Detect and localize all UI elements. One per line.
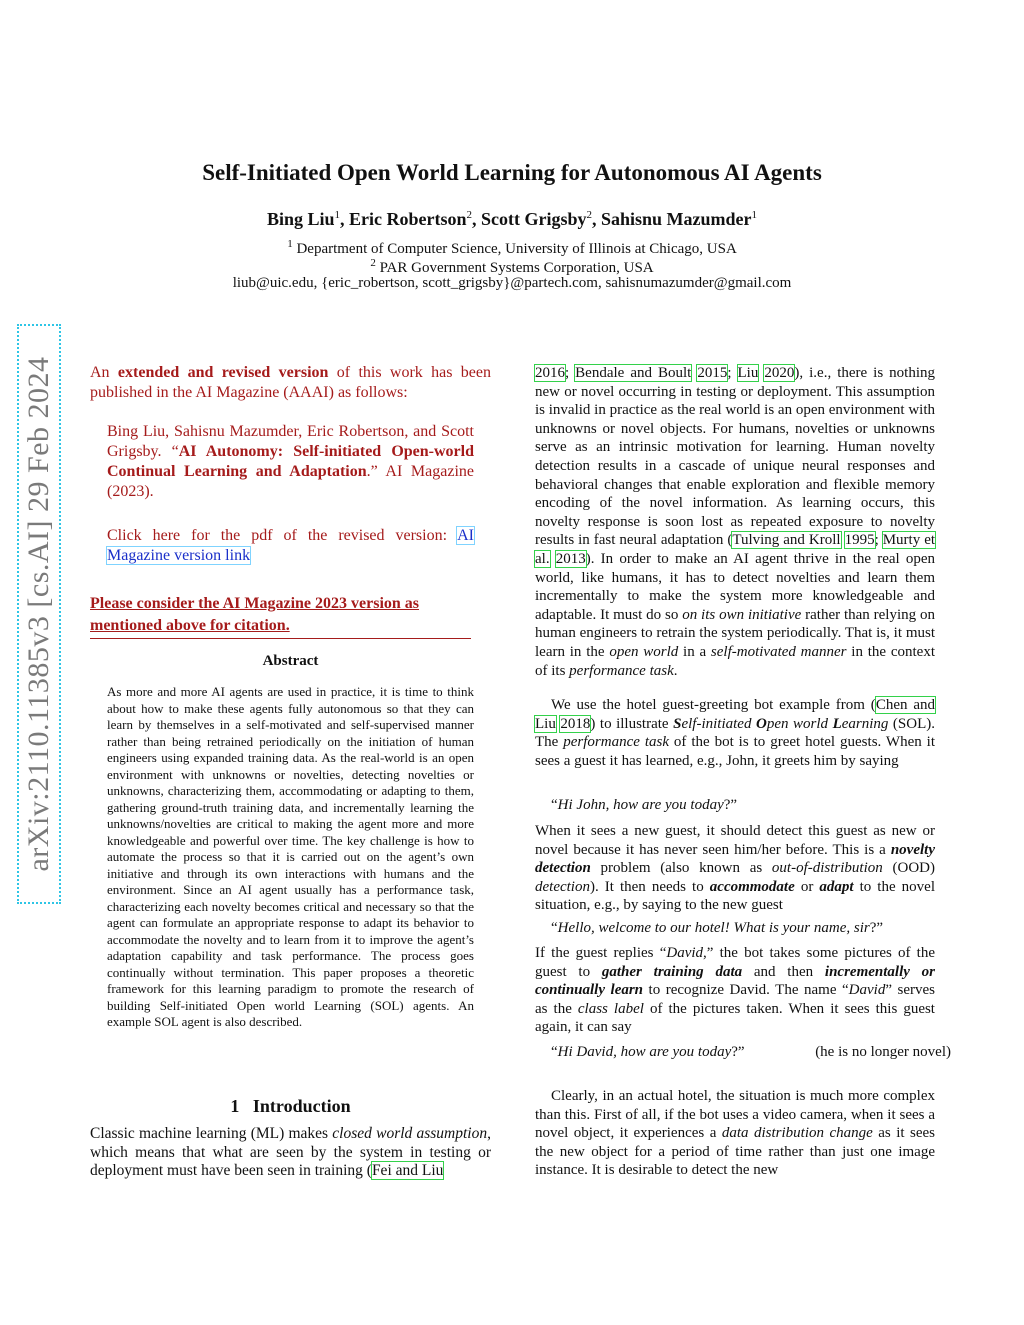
revised-version-notice [90,363,491,403]
body-text: as it sees the new object for a period of time rather than just one image instance. It is desirable to detect the new [535,1125,935,1179]
body-text: ) to illustrate [590,715,674,732]
affiliation-text: PAR Government Systems Corporation, USA [379,260,654,276]
quote-mark: “ [551,1044,558,1060]
revised-reference [107,422,474,502]
reference-authors: Bing Liu, Sahisnu Mazumder, Eric Robertson, and Scott Grigsby. “ [107,423,474,460]
body-text: problem (also known as [590,860,772,877]
citation-link[interactable]: Fei and Liu [371,1162,444,1179]
body-emphasis: detection [535,878,590,895]
author-affiliation-mark: 1 [751,209,758,221]
intro-paragraph-5 [535,1087,935,1180]
revised-pdf-note [107,526,474,566]
body-emphasis: data distribution change [721,1125,873,1142]
author-name: Sahisnu Mazumder [601,209,752,229]
affiliation-text: Department of Computer Science, University of Illinois at Chicago, USA [296,241,737,257]
author-name: Scott Grigsby [481,209,587,229]
quote-mark: ?” [869,920,884,936]
citation-link[interactable]: Murty et al. [535,532,936,567]
citation-note: Please consider the AI Magazine 2023 version as mentioned above for citation. [90,595,420,634]
body-text: to the novel situation, e.g., by saying to the new guest [535,878,935,914]
acronym-letter: O [755,715,767,732]
body-emphasis: pen world [766,715,833,732]
body-emphasis: performance task [563,734,669,751]
citation-note-rule [90,638,471,639]
citation-link[interactable]: Liu [737,365,759,381]
quote-mark: ?” [731,1044,745,1060]
citation-link[interactable]: Chen and Liu [535,697,936,732]
body-text: , which means that what are seen by the system in testing or deployment must have been seen in training ( [90,1125,491,1179]
body-emphasis: open world [609,643,679,660]
author-emails: liub@uic.edu, {eric_robertson, scott_grigsby}@partech.com, sahisnumazumder@gmail.com [232,275,792,291]
author-affiliation-mark: 1 [334,209,341,221]
abstract-body: As more and more AI agents are used in practice, it is time to think about how to make these agents fully autonomous so that they can learn by themselves in a self-motivated and self-supervised manner rather than being retrained periodically on the initiation of human engineers using expanded training data. As the real-world is an open environment with unknowns or novelties, detecting novelties or unknowns, characterizing them, accommodating or adapting to them, gathering ground-truth training data, and incrementally learning the unknowns/novelties are critical to making the agent more and more knowledgeable and powerful over time. The key challenge is how to automate the process so that it is carried out on the agent’s own initiative and through its own interactions with humans and the environment. Since an AI agent usually has a performance task, characterizing each novelty becomes critical and necessary so that the agent can formulate an appropriate response to adapt its behavior to accommodate the novelty and to learn from it to improve the agent’s adaptation capability and task performance. The process goes continually without termination. This paper proposes a theoretic framework for this learning paradigm to promote the research of building Self-initiated Open world Learning (SOL) agents. An example SOL agent is also described. [107,684,474,1029]
intro-paragraph-1-cont [535,364,935,680]
body-emphasis: earning [841,715,889,732]
author-name: Bing Liu [266,209,335,229]
author-name: Eric Robertson [349,209,467,229]
body-emphasis: David [848,982,886,999]
body-text: (OOD) [882,860,935,877]
quote-annotation: (he is no longer novel) [815,1044,951,1060]
arxiv-identifier[interactable]: arXiv:2110.11385v3 [cs.AI] 29 Feb 2024 [22,356,55,872]
body-emphasis: class label [577,1000,644,1017]
key-term: accommodate [709,878,795,895]
citation-link[interactable]: 2013 [555,550,586,567]
body-text: and then [742,963,825,980]
ai-magazine-link[interactable]: AI Magazine version link [107,527,474,564]
body-emphasis: self-motivated manner [710,643,847,660]
body-text: in the context of its [535,643,935,679]
key-term: incrementally or continually learn [535,963,936,999]
intro-paragraph-4 [535,944,935,1037]
affiliation-1 [0,238,1024,258]
section-title: Introduction [252,1096,351,1116]
body-emphasis: performance task [569,662,674,679]
body-emphasis: David [666,945,704,961]
quote-mark: ?” [723,797,738,813]
body-text: Clearly, in an actual hotel, the situation is much more complex than this. First of all, if the bot uses a video camera, when it sees a novel object, it experiences a [535,1088,935,1142]
acronym-letter: L [832,715,842,732]
affiliation-mark: 2 [370,257,376,269]
body-text: ; [874,532,883,549]
citation-link[interactable]: 1995 [844,532,875,549]
intro-paragraph-2 [535,696,935,770]
quote-text: Hi John, how are you today [557,797,724,813]
key-term: novelty detection [535,841,935,877]
body-emphasis: on its own initiative [682,606,802,623]
body-emphasis: out-of-distribution [771,860,883,877]
citation-link[interactable]: 2016 [535,365,565,381]
citation-link[interactable]: Tulving and Kroll [732,532,841,549]
body-text: ; [727,365,738,381]
reference-title: AI Autonomy: Self-initiated Open-world Continual Learning and Adaptation [107,443,474,480]
body-emphasis: closed world assumption [332,1125,488,1142]
body-text: or [794,878,820,895]
quote-mark: “ [551,797,558,813]
body-text: of the pictures taken. When it sees this guest again, it can say [535,1000,935,1036]
quote-welcome [535,919,951,938]
pdf-note-text: Click here for the pdf of the revised version: [107,527,458,544]
intro-paragraph-3 [535,822,935,915]
body-text: ,” the bot takes some pictures of the guest to [535,945,936,980]
body-text: . [673,662,678,679]
body-text: in a [678,643,711,660]
abstract-heading: Abstract [262,653,319,669]
body-text: ). In order to make an AI agent thrive in the real open world, like humans, it has to detect novelties and learn them incrementally to make the system more knowledgeable and adaptable. It must do so [535,550,936,623]
affiliation-mark: 1 [287,238,293,250]
affiliation-2 [0,257,1024,277]
notice-text: An [90,364,118,381]
body-text: ; [565,365,576,381]
section-number: 1 [230,1096,240,1116]
section-heading-introduction [90,1096,491,1117]
author-affiliation-mark: 2 [466,209,472,221]
quote-mark: “ [551,920,558,936]
citation-link[interactable]: 2015 [697,365,728,381]
quote-text: Hello, welcome to our hotel! What is your name, sir [557,920,870,936]
notice-text: of this work has been published in the AI Magazine (AAAI) as follows: [90,364,491,401]
body-text: (SOL). The [535,715,936,751]
quote-greeting-david [535,1043,951,1062]
citation-link[interactable]: 2020 [764,365,795,381]
key-term: adapt [819,878,854,895]
body-text: We use the hotel guest-greeting bot example from ( [551,697,876,713]
quote-text: Hi David, how are you today [557,1044,732,1060]
body-text: When it sees a new guest, it should detect this guest as new or novel because it has never seen him/her before. This is a [535,823,935,858]
arxiv-sidebar [0,320,80,910]
body-text: ), i.e., there is nothing new or novel occurring in testing or deployment. This assumption is invalid in practice as the real world is an open environment with unknowns or novel objects. For humans, novelties or unknowns serve as an intrinsic motivation for learning. Human novelty detection results in a cascade of unique neural responses and behavioral changes that enable exploration and flexible memory encoding of the novel information. As learning occurs, this novelty response is soon lost as repeated exposure to novelty results in fast neural adaptation ( [535,365,936,549]
quote-greeting-john [535,796,951,815]
body-text: of the bot is to greet hotel guests. When it sees a guest it has learned, e.g., John, it greets him by saying [535,734,936,769]
body-text: Classic machine learning (ML) makes [90,1125,333,1142]
notice-emphasis: extended and revised version [117,364,329,381]
body-text: rather than relying on human engineers to retrain the system periodically. That is, it must learn in the [535,606,935,660]
body-text: If the guest replies “ [535,945,667,961]
reference-venue: .” AI Magazine (2023). [107,463,474,500]
acronym-letter: S [673,715,682,732]
body-emphasis: elf-initiated [681,715,756,732]
paper-title: Self-Initiated Open World Learning for Autonomous AI Agents [202,160,822,185]
body-text: ” serves as the [535,982,935,1017]
citation-link[interactable]: 2018 [560,715,591,732]
body-text: to recognize David. The name “ [643,982,849,999]
body-text: ). It then needs to [589,878,710,895]
intro-paragraph-1-start [90,1125,491,1181]
author-affiliation-mark: 2 [586,209,592,221]
citation-link[interactable]: Bendale and Boult [575,365,692,381]
author-list: Bing Liu$^1$, Eric Robertson$^2$, Scott Grigsby$^2$, Sahisnu Mazumder$^1$ [266,209,758,229]
key-term: gather training data [601,963,743,980]
